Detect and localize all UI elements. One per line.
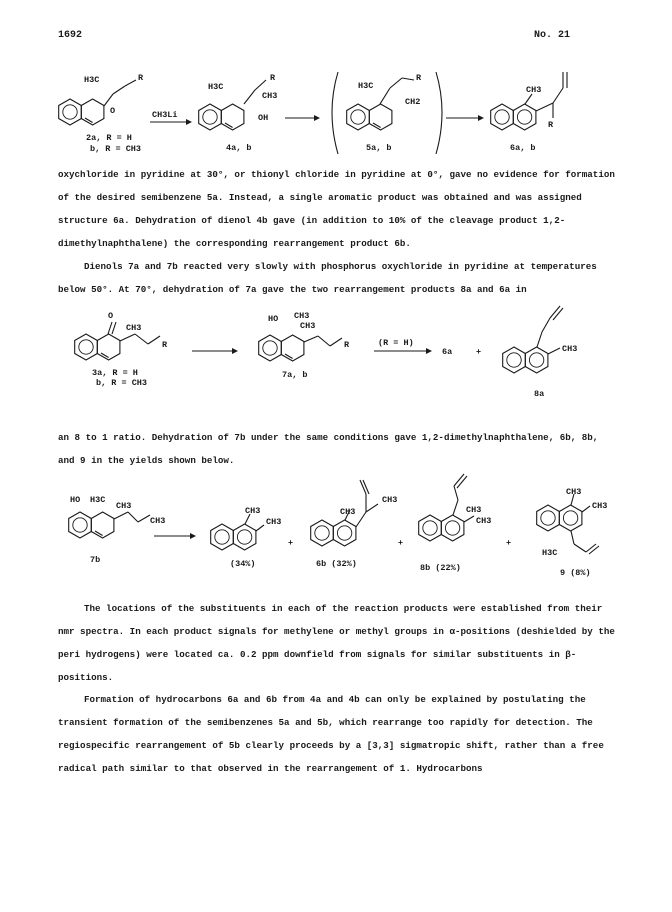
- compound-label: 8b (22%): [420, 563, 461, 573]
- label-o: O: [110, 106, 116, 116]
- reagent-label: CH3Li: [152, 110, 178, 120]
- compound-label: 2a, R = H: [86, 133, 132, 143]
- label-ch3: CH3: [382, 495, 398, 505]
- compound-label: 6a, b: [510, 143, 536, 153]
- label-ch3: CH3: [300, 321, 316, 331]
- paragraph-5: Formation of hydrocarbons 6a and 6b from 4a and 4b can only be explained by postulating the transient formation of the semibenzenes 5a and 5b, which rearrange too rapidly for detection. The regiospecific rearrangement of 5b clearly proceeds by a [3,3] sigmatropic shift, rather than a free radical path similar to that observed in the rearrangement of 1. Hydrocarbons: [58, 694, 604, 774]
- compound-label: b, R = CH3: [90, 144, 142, 154]
- label-ch3: CH3: [116, 501, 132, 511]
- structure-2: [59, 73, 144, 154]
- label-h3c: H3C: [84, 75, 100, 85]
- label-ch3: CH3: [592, 501, 608, 511]
- product-dimethylnaphthalene: [211, 506, 282, 569]
- arrow-head: [232, 348, 238, 354]
- structure-4: [199, 73, 278, 153]
- structure-6: [491, 72, 567, 153]
- arrow-head: [426, 348, 432, 354]
- structure-3: [75, 311, 168, 388]
- label-ch3: CH3: [262, 91, 278, 101]
- label-h3c: H3C: [208, 82, 224, 92]
- label-ho: HO: [268, 314, 279, 324]
- structure-7b: [69, 495, 166, 565]
- label-ch3: CH3: [566, 487, 582, 497]
- label-h3c: H3C: [90, 495, 106, 505]
- label-r: R: [270, 73, 276, 83]
- label-h3c: H3C: [358, 81, 374, 91]
- compound-label: 3a, R = H: [92, 368, 138, 378]
- plus-sign: +: [288, 538, 294, 548]
- label-h3c: H3C: [542, 548, 558, 558]
- label-ho: HO: [70, 495, 81, 505]
- label-ch3: CH3: [476, 516, 492, 526]
- label-r: R: [344, 340, 350, 350]
- label-ch3: CH3: [126, 323, 142, 333]
- product-6b: [311, 480, 398, 569]
- product-8b: [419, 474, 492, 573]
- compound-label: 9 (8%): [560, 568, 591, 578]
- label-r: R: [548, 120, 554, 130]
- page-number: 1692: [58, 30, 83, 41]
- label-o: O: [108, 311, 114, 321]
- plus-sign: +: [506, 538, 512, 548]
- structure-5-bracket: [332, 72, 442, 154]
- structure-8a: [503, 306, 578, 399]
- compound-label: 6b (32%): [316, 559, 357, 569]
- condition-label: (R = H): [378, 338, 414, 348]
- paragraph-1: oxychloride in pyridine at 30°, or thionyl chloride in pyridine at 0°, gave no evidence for formation of the desired semibenzene 5a. Instead, a single aromatic product was obtained and was assigned structure 6a. Dehydration of dienol 4b gave (in addition to 10% of the cleavage product 1,2-dimethylnaphthalene) the corresponding rearrangement product 6b.: [58, 169, 615, 249]
- compound-label: b, R = CH3: [96, 378, 148, 388]
- label-ch3: CH3: [562, 344, 578, 354]
- compound-label: 7a, b: [282, 370, 308, 380]
- label-ch3: CH3: [150, 516, 166, 526]
- label-oh: OH: [258, 113, 269, 123]
- product-9: [537, 487, 608, 578]
- arrow-head: [190, 533, 196, 539]
- arrow-head: [478, 115, 484, 121]
- compound-label: 8a: [534, 389, 545, 399]
- plus-sign: +: [398, 538, 404, 548]
- label-r: R: [416, 73, 422, 83]
- yield-label: (34%): [230, 559, 256, 569]
- label-r: R: [138, 73, 144, 83]
- compound-label: 4a, b: [226, 143, 252, 153]
- label-ch3: CH3: [266, 517, 282, 527]
- label-ch3: CH3: [466, 505, 482, 515]
- product-6a-label: 6a: [442, 347, 453, 357]
- paragraph-4: The locations of the substituents in each of the reaction products were established from their nmr spectra. In each product signals for methylene or methyl groups in α-positions (deshielded by the peri hydrogens) were located ca. 0.2 ppm downfield from signals for similar substituents in β-positions.: [58, 603, 615, 683]
- label-ch3: CH3: [245, 506, 261, 516]
- arrow-head: [186, 119, 192, 125]
- label-ch3: CH3: [294, 311, 310, 321]
- compound-label: 5a, b: [366, 143, 392, 153]
- paragraph-3: an 8 to 1 ratio. Dehydration of 7b under the same conditions gave 1,2-dimethylnaphthalene, 6b, 8b, and 9 in the yields shown below.: [58, 432, 599, 466]
- plus-sign: +: [476, 347, 482, 357]
- label-ch3: CH3: [526, 85, 542, 95]
- label-ch3: CH3: [340, 507, 356, 517]
- label-r: R: [162, 340, 168, 350]
- compound-label: 7b: [90, 555, 101, 565]
- structure-7: [259, 311, 350, 380]
- issue-number: No. 21: [534, 30, 571, 41]
- paragraph-2: Dienols 7a and 7b reacted very slowly with phosphorus oxychloride in pyridine at temperatures below 50°. At 70°, dehydration of 7a gave the two rearrangement products 8a and 6a in: [58, 261, 597, 295]
- label-ch2: CH2: [405, 97, 421, 107]
- arrow-head: [314, 115, 320, 121]
